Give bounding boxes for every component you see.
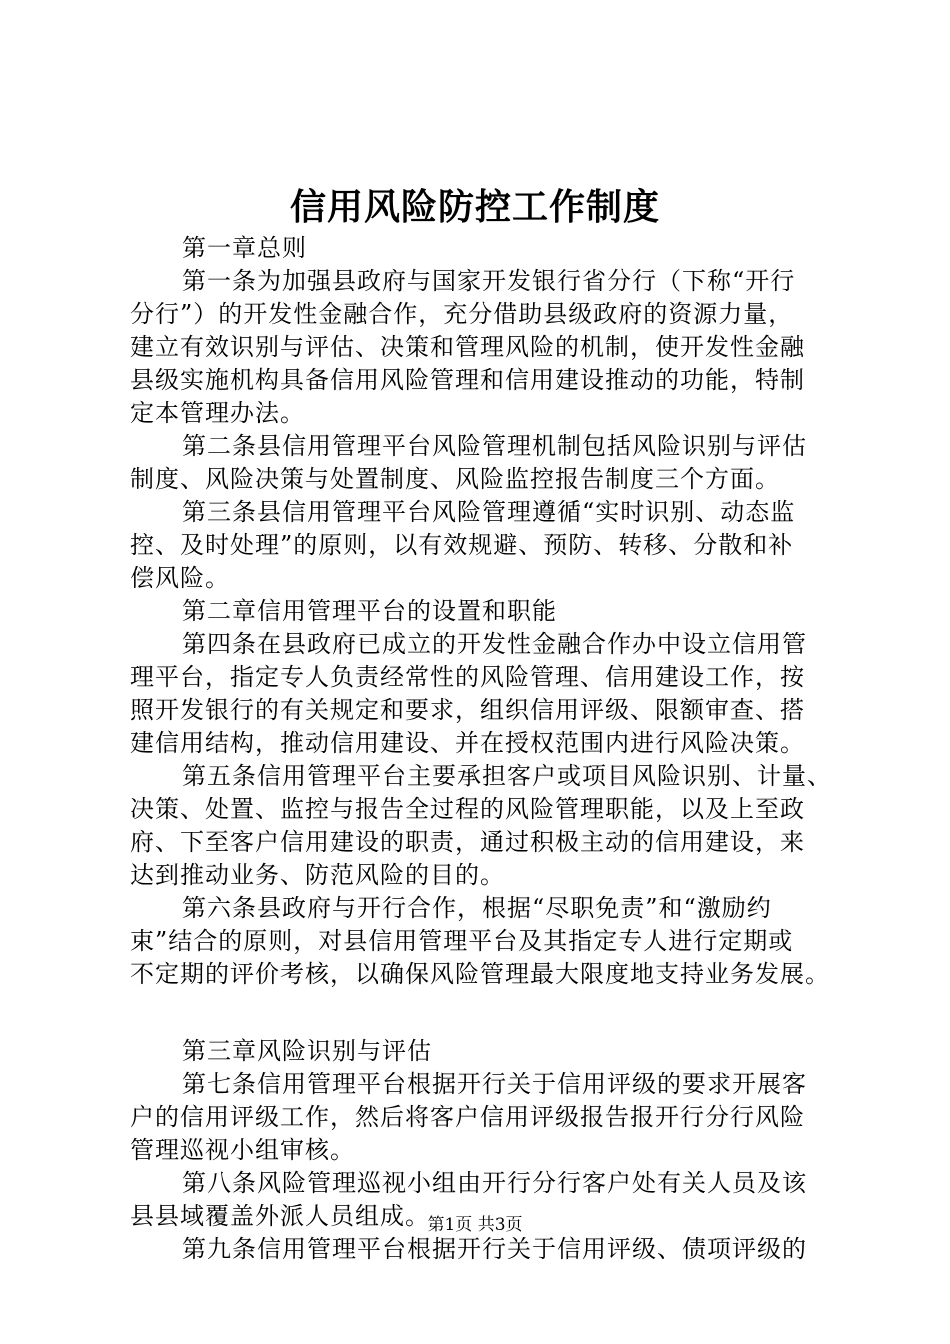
article-line: 建信用结构，推动信用建设、并在授权范围内进行风险决策。 [130, 729, 805, 757]
article-line: 县县域覆盖外派人员组成。 [130, 1202, 430, 1230]
article-line: 第六条县政府与开行合作，根据“尽职免责”和“激励约 [182, 894, 772, 922]
article-line: 第九条信用管理平台根据开行关于信用评级、债项评级的 [182, 1235, 807, 1263]
article-line: 县级实施机构具备信用风险管理和信用建设推动的功能，特制 [130, 366, 805, 394]
article-line: 不定期的评价考核，以确保风险管理最大限度地支持业务发展。 [130, 960, 830, 988]
article-line: 偿风险。 [130, 564, 230, 592]
paragraph-spacer [130, 991, 830, 1035]
article-line: 束”结合的原则，对县信用管理平台及其指定专人进行定期或 [130, 927, 794, 955]
article-line: 分行”）的开发性金融合作，充分借助县级政府的资源力量， [130, 300, 794, 328]
article-line: 建立有效识别与评估、决策和管理风险的机制，使开发性金融 [130, 333, 805, 361]
chapter-heading: 第三章风险识别与评估 [182, 1037, 432, 1065]
article-line: 府、下至客户信用建设的职责，通过积极主动的信用建设，来 [130, 828, 805, 856]
article-line: 制度、风险决策与处置制度、风险监控报告制度三个方面。 [130, 465, 780, 493]
article-line: 第八条风险管理巡视小组由开行分行客户处有关人员及该 [182, 1169, 807, 1197]
article-line: 控、及时处理”的原则，以有效规避、预防、转移、分散和补 [130, 531, 794, 559]
chapter-heading: 第一章总则 [182, 234, 307, 262]
article-line: 定本管理办法。 [130, 399, 305, 427]
article-line: 第三条县信用管理平台风险管理遵循“实时识别、动态监 [182, 498, 796, 526]
article-line: 户的信用评级工作，然后将客户信用评级报告报开行分行风险 [130, 1103, 805, 1131]
chapter-heading: 第二章信用管理平台的设置和职能 [182, 597, 557, 625]
article-line: 管理巡视小组审核。 [130, 1136, 355, 1164]
article-line: 照开发银行的有关规定和要求，组织信用评级、限额审查、搭 [130, 696, 805, 724]
document-title: 信用风险防控工作制度 [289, 186, 660, 228]
article-line: 第七条信用管理平台根据开行关于信用评级的要求开展客 [182, 1070, 807, 1098]
article-line: 第二条县信用管理平台风险管理机制包括风险识别与评估 [182, 432, 807, 460]
article-line: 第五条信用管理平台主要承担客户或项目风险识别、计量、 [182, 762, 832, 790]
article-line: 理平台，指定专人负责经常性的风险管理、信用建设工作，按 [130, 663, 805, 691]
document-body [130, 232, 830, 1266]
article-line: 第四条在县政府已成立的开发性金融合作办中设立信用管 [182, 630, 807, 658]
article-line: 决策、处置、监控与报告全过程的风险管理职能，以及上至政 [130, 795, 805, 823]
article-line: 达到推动业务、防范风险的目的。 [130, 861, 505, 889]
article-line: 第一条为加强县政府与国家开发银行省分行（下称“开行 [182, 267, 796, 295]
page-number-footer: 第1页 共3页 [427, 1215, 523, 1235]
